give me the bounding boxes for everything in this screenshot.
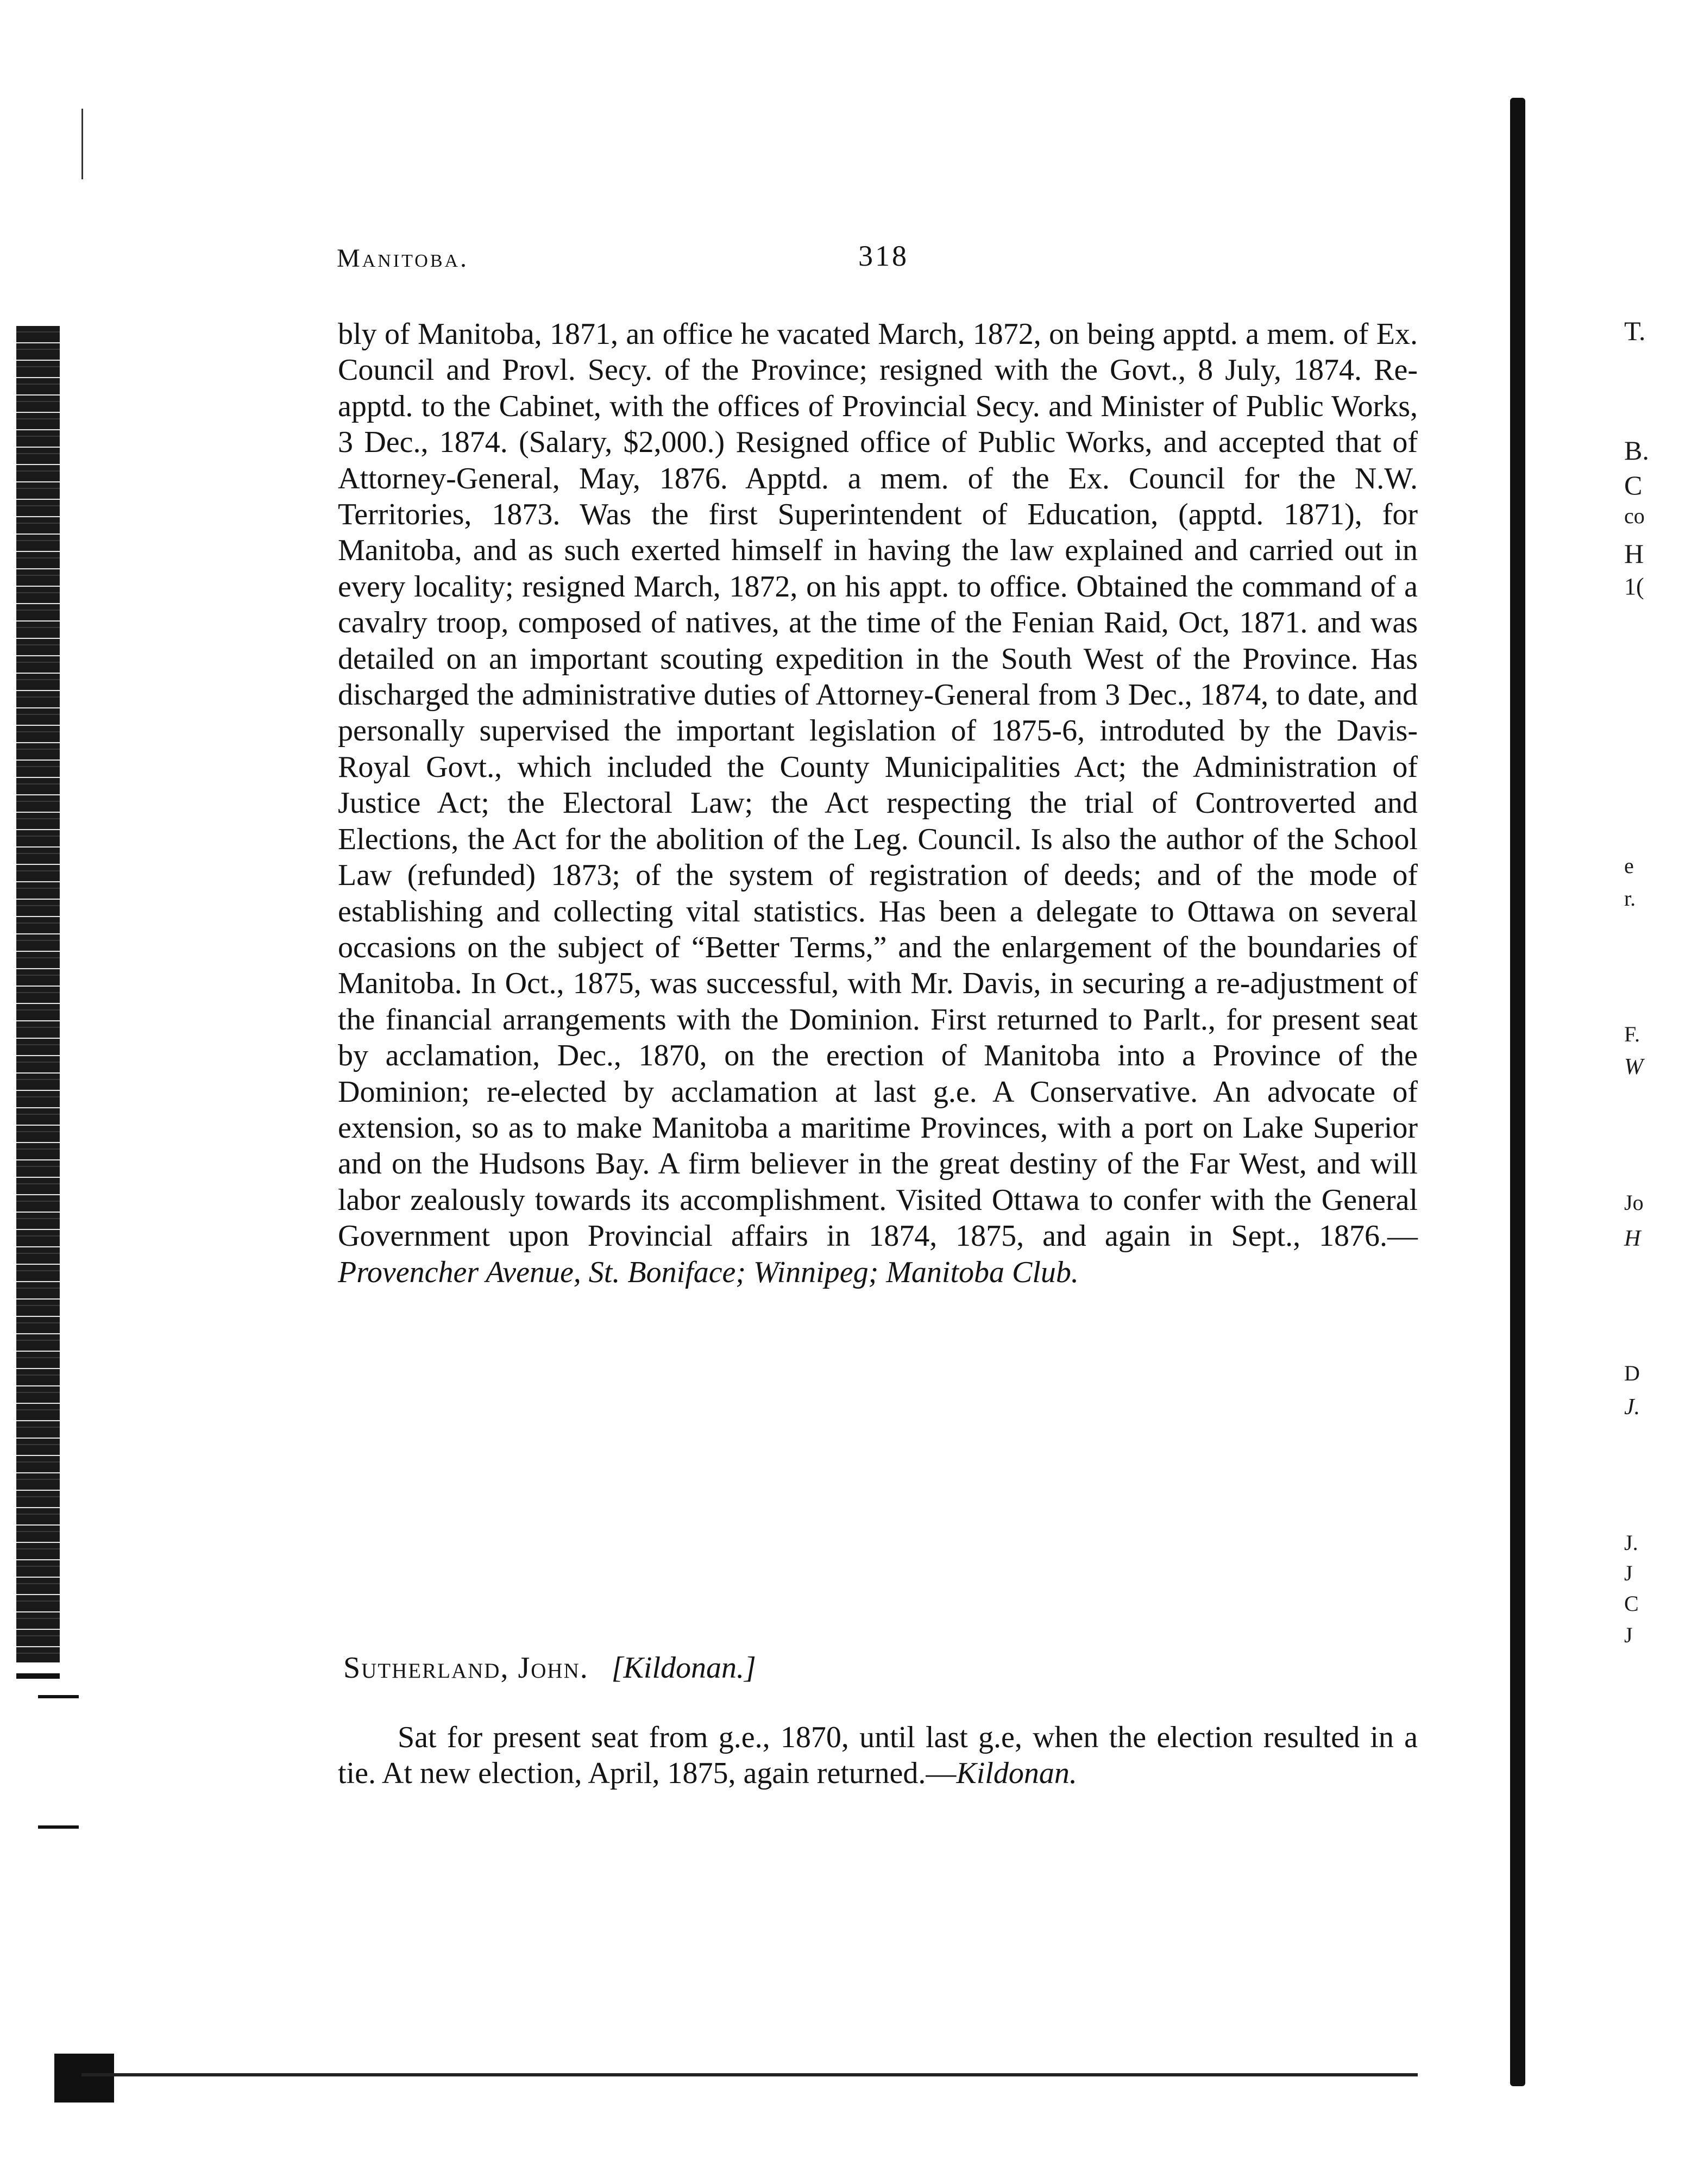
member-constituency: [Kildonan.] xyxy=(611,1651,756,1685)
margin-fragment: H xyxy=(1624,1226,1641,1251)
margin-fragment: J xyxy=(1624,1623,1633,1647)
scan-tick-mark xyxy=(38,1695,79,1698)
scan-bottom-edge xyxy=(81,2073,1418,2076)
entry-text: Sat for present seat from g.e., 1870, until last g.e, when the election resulted in a tie. At new election, April, 1875, again returned.— xyxy=(338,1721,1418,1790)
entry-heading xyxy=(343,1649,1375,1687)
entry-address: Kildonan. xyxy=(956,1756,1077,1790)
gutter-shadow xyxy=(1510,98,1525,2086)
scan-tick-mark xyxy=(38,1825,79,1829)
entry-continued xyxy=(338,316,1418,1290)
margin-fragment: r. xyxy=(1624,886,1636,911)
entry-text: bly of Manitoba, 1871, an office he vacated March, 1872, on being apptd. a mem. of Ex. Council and Provl. Secy. of the Province; resigned with the Govt., 8 July, 1874. Re-apptd. to the Cabinet, with the offices of Provincial Secy. and Minister of Public Works, 3 Dec., 1874. (Salary, $2,000.) Resigned office of Public Works, and accepted that of Attorney-General, May, 1876. Apptd. a mem. of the Ex. Council for the N.W. Territories, 1873. Was the first Superintendent of Education, (apptd. 1871), for Manitoba, and as such exerted himself in having the law explained and carried out in every locality; resigned March, 1872, on his appt. to office. Obtained the command of a cavalry troop, composed of natives, at the time of the Fenian Raid, Oct, 1871. and was detailed on an important scouting expedition in the South West of the Province. Has discharged the administrative duties of Attorney-General from 3 Dec., 1874, to date, and personally supervised the important legislation of 1875-6, introduted by the Davis-Royal Govt., which included the County Municipalities Act; the Administration of Justice Act; the Electoral Law; the Act respecting the trial of Controverted and Elections, the Act for the abolition of the Leg. Council. Is also the author of the School Law (refunded) 1873; of the system of registration of deeds; and of the mode of establishing and collecting vital statistics. Has been a delegate to Ottawa on several occasions on the subject of “Better Terms,” and the enlargement of the boundaries of Manitoba. In Oct., 1875, was successful, with Mr. Davis, in securing a re-adjustment of the financial arrangements with the Dominion. First returned to Parlt., for present seat by acclamation, Dec., 1870, on the erection of Manitoba into a Province of the Dominion; re-elected by acclamation at last g.e. A Conservative. An advocate of extension, so as to make Manitoba a maritime Provinces, with a port on Lake Superior and on the Hudsons Bay. A firm believer in the great destiny of the Far West, and will labor zealously towards its accomplishment. Visited Ottawa to confer with the General Government upon Provincial affairs in 1874, 1875, and again in Sept., 1876.— xyxy=(338,317,1418,1253)
member-name: Sutherland, John. xyxy=(343,1651,589,1685)
margin-fragment: D xyxy=(1624,1361,1640,1385)
margin-fragment: T. xyxy=(1624,316,1646,346)
margin-fragment: C xyxy=(1624,1591,1639,1616)
margin-fragment: H xyxy=(1624,538,1644,569)
margin-fragment: co xyxy=(1624,504,1645,528)
margin-fragment: F. xyxy=(1624,1022,1640,1046)
entry-paragraph xyxy=(338,316,1418,1290)
margin-fragment: J xyxy=(1624,1561,1633,1585)
scan-edge-mark xyxy=(81,109,83,179)
margin-fragment: e xyxy=(1624,853,1634,878)
page-number: 318 xyxy=(858,240,909,272)
margin-fragment: J. xyxy=(1624,1395,1640,1420)
margin-fragment: Jo xyxy=(1624,1190,1644,1215)
adjacent-page-margin xyxy=(1624,0,1704,2184)
entry-address: Provencher Avenue, St. Boniface; Winnipeg; Manitoba Club. xyxy=(338,1255,1079,1289)
margin-fragment: B. xyxy=(1624,435,1649,466)
margin-fragment: J. xyxy=(1624,1530,1638,1555)
margin-fragment: W xyxy=(1624,1055,1643,1080)
margin-fragment: C xyxy=(1624,470,1643,500)
scan-binding-strip xyxy=(16,326,60,1662)
scan-corner-mark xyxy=(54,2054,114,2103)
running-header xyxy=(337,239,1423,283)
entry-sutherland xyxy=(338,1719,1418,1791)
margin-fragment: 1( xyxy=(1624,573,1644,600)
running-head-section: Manitoba. xyxy=(337,244,469,273)
scan-binding-strip-end xyxy=(16,1673,60,1679)
